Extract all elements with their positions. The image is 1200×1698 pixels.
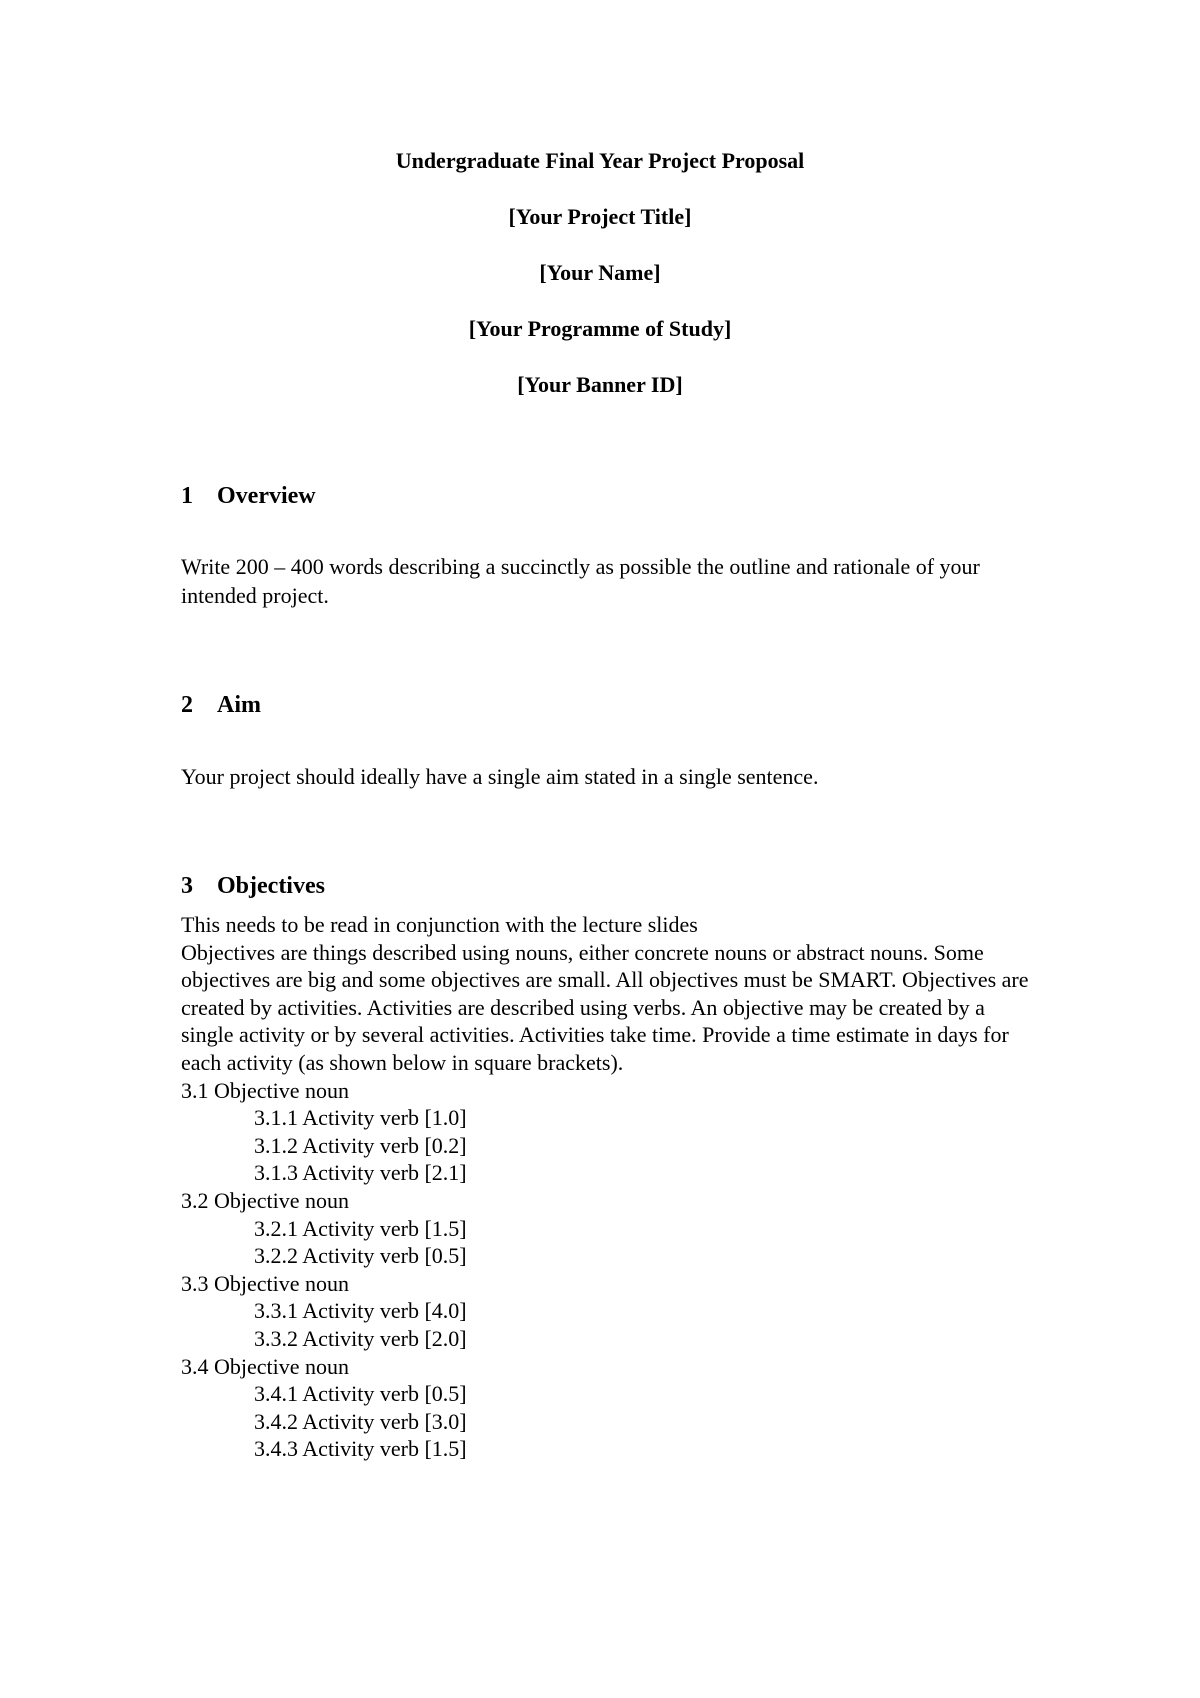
aim-body: Your project should ideally have a single aim stated in a single sentence. [181, 764, 819, 789]
objective-item [181, 1270, 1031, 1353]
objective-label: 3.4 Objective noun [181, 1353, 350, 1379]
objective-item [181, 1353, 1031, 1463]
activity-item: 3.1.1 Activity verb [1.0] [254, 1105, 467, 1131]
programme-of-study: [Your Programme of Study] [468, 316, 732, 341]
objective-item [181, 1187, 1031, 1270]
section-number: 2 [181, 692, 193, 718]
objectives-list [181, 1077, 1031, 1463]
objectives-intro-line: This needs to be read in conjunction with the lecture slides [181, 912, 698, 937]
objective-label: 3.2 Objective noun [181, 1187, 350, 1213]
section-heading-objectives [181, 871, 325, 901]
objective-label: 3.3 Objective noun [181, 1270, 350, 1296]
document-title: Undergraduate Final Year Project Proposal [395, 148, 805, 173]
section-heading-aim [181, 690, 261, 720]
activity-list [254, 1297, 1031, 1352]
objectives-body [181, 911, 1031, 1463]
activity-item: 3.1.2 Activity verb [0.2] [254, 1132, 467, 1158]
activity-list [254, 1215, 1031, 1270]
section-title: Objectives [217, 873, 325, 899]
banner-id: [Your Banner ID] [517, 372, 683, 397]
activity-item: 3.4.1 Activity verb [0.5] [254, 1381, 467, 1407]
activity-item: 3.1.3 Activity verb [2.1] [254, 1160, 467, 1186]
section-number: 3 [181, 873, 193, 899]
objective-item [181, 1077, 1031, 1187]
overview-body: Write 200 – 400 words describing a succinctly as possible the outline and rationale of your intended project. [181, 554, 980, 608]
section-title: Aim [217, 692, 261, 718]
section-heading-overview [181, 481, 316, 511]
objectives-intro-paragraph: Objectives are things described using nouns, either concrete nouns or abstract nouns. Some objectives are big and some objectives are small. All objectives must be SMART. Objectives are created by activities. Activities are described using verbs. An objective may be created by a single activity or by several activities. Activities take time. Provide a time estimate in days for each activity (as shown below in square brackets). [181, 939, 1029, 1075]
activity-item: 3.3.1 Activity verb [4.0] [254, 1298, 467, 1324]
activity-list [254, 1380, 1031, 1463]
activity-item: 3.4.3 Activity verb [1.5] [254, 1436, 467, 1462]
activity-item: 3.4.2 Activity verb [3.0] [254, 1408, 467, 1434]
activity-list [254, 1104, 1031, 1187]
activity-item: 3.2.1 Activity verb [1.5] [254, 1215, 467, 1241]
activity-item: 3.2.2 Activity verb [0.5] [254, 1243, 467, 1269]
objective-label: 3.1 Objective noun [181, 1077, 350, 1103]
project-title: [Your Project Title] [508, 204, 692, 229]
section-title: Overview [217, 483, 316, 509]
section-number: 1 [181, 483, 193, 509]
activity-item: 3.3.2 Activity verb [2.0] [254, 1325, 467, 1351]
author-name: [Your Name] [539, 260, 661, 285]
